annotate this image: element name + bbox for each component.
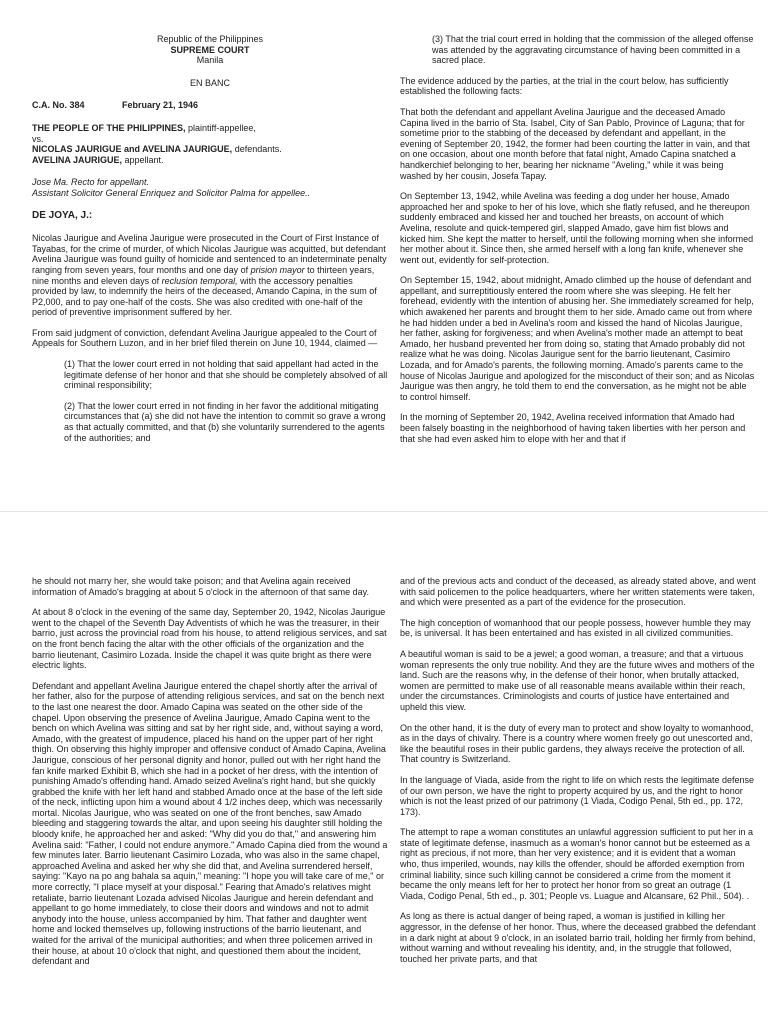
text-run-italic: reclusion temporal, xyxy=(161,275,238,286)
paragraph xyxy=(32,233,388,318)
header-city: Manila xyxy=(196,55,224,66)
claim-3: (3) That the trial court erred in holding that the commission of the alleged offense was attended by the aggravating circumstance of having been committed in a sacred place. xyxy=(432,34,754,66)
paragraph: From said judgment of conviction, defendant Avelina Jaurigue appealed to the Court of Appeals for Southern Luzon, and in her brief filed therein on June 10, 1944, claimed — xyxy=(32,327,378,349)
header-republic: Republic of the Philippines xyxy=(156,34,264,44)
paragraph: On September 15, 1942, about midnight, Amado climbed up the house of defendant and appellant, and surreptitiously entered the room where she was sleeping. He felt her forehead, evidently with the intention of abusing her. She immediately screamed for help, which awakened her parents and brought them to her side. Amado came out from where he had hidden under a bed in Avelina's room and kissed the hand of Nicolas Jaurigue, her father, asking for forgiveness; and when Avelina's mother made an attempt to beat Amado, her husband prevented her from doing so, stating that Amado probably did not realize what he was doing. Nicolas Jaurigue sent for the barrio lieutenant, Casimiro Lozada, and for Amado's parents, the following morning. Amado's parents came to the house of Nicolas Jaurigue and apologized for the misconduct of their son; and as Nicolas Jaurigue was then angry, he told them to end the conversation, as he might not be able to control himself. xyxy=(400,275,755,402)
claim-2: (2) That the lower court erred in not finding in her favor the additional mitigating circumstances that (a) she did not have the intention to commit so grave a wrong as that actually committed, and that (b) she voluntarily surrendered to the agents of the authorities; and xyxy=(64,400,386,443)
page2-left-column xyxy=(32,576,388,977)
paragraph: he should not marry her, she would take poison; and that Avelina again received information of Amado's bragging at about 5 o'clock in the afternoon of that same day. xyxy=(32,576,369,597)
parties-block xyxy=(32,123,388,165)
text-run: Nicolas Jaurigue and Avelina Jaurigue were prosecuted in the Court of First Instance of Tayabas, for the crime of murder, of which Nicolas Jaurigue was acquitted, but defendant Avelina Jaurigue was found guilty of homicide and sentenced to an indeterminate penalty ranging from seven years, four months and one day of xyxy=(32,233,387,275)
appellant-role: appellant. xyxy=(122,154,164,165)
paragraph: On the other hand, it is the duty of every man to protect and show loyalty to womanhood, as in the days of chivalry. There is a country where women freely go out unescorted and, like the beautiful roses in their public gardens, they always receive the protection of all. That country is Switzerland. xyxy=(400,722,754,765)
paragraph: At about 8 o'clock in the evening of the same day, September 20, 1942, Nicolas Jaurigue went to the chapel of the Seventh Day Adventists of which he was the treasurer, in their barrio, just across the provincial road from his house, to attend religious services, and sat on the front bench facing the altar with the other officials of the organization and the barrio lieutenant, Casimiro Lozada. Inside the chapel it was quite bright as there were electric lights. xyxy=(32,607,387,671)
ponente: DE JOYA, J.: xyxy=(32,209,93,221)
page1-right-column xyxy=(400,34,756,454)
text-run: to thirteen years, nine months and eleven days of xyxy=(32,264,375,286)
text-run: with the accessory penalties provided by law, to indemnify the heirs of the deceased, Amando Capina, in the sum of P2,000, and to pay one-half of the costs. She was also credited with one-half of the period of preventive imprisonment suffered by her. xyxy=(32,275,377,318)
header-court: SUPREME COURT xyxy=(170,44,250,55)
paragraph: The attempt to rape a woman constitutes an unlawful aggression sufficient to put her in a state of legitimate defense, inasmuch as a woman's honor cannot but be esteemed as a right as precious, if not more, than her very existence; and it is evident that a woman who, thus imperiled, wounds, nay kills the offender, should be afforded exemption from criminal liability, since such killing cannot be considered a crime from the moment it became the only means left for her to protect her honor from so great an outrage (1 Viada, Codigo Penal, 5th ed., p. 301; People vs. Luague and Alcansare, 62 Phil., 504). . xyxy=(400,827,754,901)
case-number: C.A. No. 384 xyxy=(32,100,85,111)
case-date: February 21, 1946 xyxy=(122,100,199,111)
plaintiff-role: plaintiff-appellee, xyxy=(185,122,256,133)
appellant-name: AVELINA JAURIGUE, xyxy=(32,154,123,165)
case-line xyxy=(32,100,388,111)
paragraph: That both the defendant and appellant Avelina Jaurigue and the deceased Amado Capina lived in the barrio of Sta. Isabel, City of San Pablo, Province of Laguna; that for sometime prior to the stabbing of the deceased by defendant and appellant, in the evening of September 20, 1942, the former had been courting the latter in vain, and that on one occasion, about one month before that fatal night, Amado Capina snatched a handkerchief belonging to her, bearing her nickname "Aveling," while it was being washed by her cousin, Josefa Tapay. xyxy=(400,106,750,181)
counsel-appellant: Jose Ma. Recto for appellant. xyxy=(32,177,150,188)
counsel-block xyxy=(32,177,388,198)
paragraph: In the language of Viada, aside from the right to life on which rests the legitimate defense of our own person, we have the right to property acquired by us, and the right to honor which is not the least prized of our patrimony (1 Viada, Codigo Penal, 5th ed., pp. 172, 173). xyxy=(400,774,755,817)
defendants-names: NICOLAS JAURIGUE and AVELINA JAURIGUE, xyxy=(32,144,233,155)
header-division: EN BANC xyxy=(189,77,230,88)
paragraph: On September 13, 1942, while Avelina was feeding a dog under her house, Amado approached her and spoke to her of his love, which she flatly refused, and he thereupon suddenly embraced and kissed her and touched her breasts, on account of which Avelina, resolute and quick-tempered girl, slapped Amado, gave him fist blows and kicked him. She kept the matter to herself, until the following morning when she informed her mother about it. Since then, she armed herself with a long fan knife, whenever she went out, evidently for self-protection. xyxy=(400,191,754,265)
defendants-role: defendants. xyxy=(232,144,282,155)
text-run-italic: prision mayor xyxy=(250,264,305,275)
versus: vs. xyxy=(32,133,44,144)
paragraph: A beautiful woman is said to be a jewel; a good woman, a treasure; and that a virtuous woman represents the only true nobility. And they are the future wives and mothers of the land. Such are the reasons why, in the defense of their honor, when brutally attacked, women are permitted to make use of all reasonable means available within their reach, under the circumstances. Criminologists and courts of justice have entertained and upheld this view. xyxy=(400,648,755,712)
paragraph: In the morning of September 20, 1942, Avelina received information that Amado had been falsely boasting in the neighborhood of having taken liberties with her person and that she had even asked him to elope with her and that if xyxy=(400,412,746,444)
paragraph: The evidence adduced by the parties, at the trial in the court below, has sufficiently established the following facts: xyxy=(400,75,729,97)
page-2 xyxy=(0,512,768,1024)
paragraph: and of the previous acts and conduct of the deceased, as already stated above, and went with said policemen to the police headquarters, where her written statements were taken, and which were presented as a part of the evidence for the prosecution. xyxy=(400,576,756,608)
page1-left-column xyxy=(32,34,388,453)
counsel-appellee: Assistant Solicitor General Enriquez and Solicitor Palma for appellee.. xyxy=(32,187,311,198)
claim-1: (1) That the lower court erred in not holding that said appellant had acted in the legitimate defense of her honor and that she should be completely absolved of all criminal responsibility; xyxy=(64,359,388,391)
plaintiff-name: THE PEOPLE OF THE PHILIPPINES, xyxy=(32,122,186,133)
page2-right-column xyxy=(400,576,756,974)
paragraph: The high conception of womanhood that our people possess, however humble they may be, is universal. It has been entertained and has existed in all civilized communities. xyxy=(400,617,751,639)
paragraph: As long as there is actual danger of being raped, a woman is justified in killing her aggressor, in the defense of her honor. Thus, where the deceased grabbed the defendant in a dark night at about 9 o'clock, in an isolated barrio trail, holding her firmly from behind, without warning and without revealing his identity, and, in the struggle that followed, touched her private parts, and that xyxy=(400,911,756,964)
paragraph: Defendant and appellant Avelina Jaurigue entered the chapel shortly after the arrival of her father, also for the purpose of attending religious services, and sat on the bench next to the last one nearest the door. Amado Capina was seated on the other side of the chapel. Upon observing the presence of Avelina Jaurigue, Amado Capina went to the bench on which Avelina was sitting and sat by her right side, and, without saying a word, Amado, with the greatest of impudence, placed his hand on the upper part of her right thigh. On observing this highly improper and offensive conduct of Amado Capina, Avelina Jaurigue, conscious of her personal dignity and honor, pulled out with her right hand the fan knife marked Exhibit B, which she had in a pocket of her dress, with the intention of punishing Amado's offending hand. Amado seized Avelina's right hand, but she quickly grabbed the knife with her left hand and stabbed Amado once at the base of the left side of the neck, inflicting upon him a wound about 4 1/2 inches deep, which was necessarily mortal. Nicolas Jaurigue, who was seated on one of the front benches, saw Amado bleeding and staggering towards the altar, and upon seeing his daughter still holding the bloody knife, he approached her and asked: "Why did you do that," and answering him Avelina said: "Father, I could not endure anymore." Amado Capina died from the wound a few minutes later. Barrio lieutenant Casimiro Lozada, who was also in the same chapel, approached Avelina and asked her why she did that, and Avelina surrendered herself, saying: "Kayo na po ang bahala sa aquin," meaning: "I hope you will take care of me," or more correctly, "I place myself at your disposal." Fearing that Amado's relatives might retaliate, barrio lieutenant Lozada advised Nicolas Jaurigue and herein defendant and appellant to go home immediately, to close their doors and windows and not to admit anybody into the house, unless accompanied by him. That father and daughter went home and locked themselves up, following instructions of the barrio lieutenant, and waited for the arrival of the municipal authorities; and when three policemen arrived in their house, at about 10 o'clock that night, and questioned them about the incident, defendant and xyxy=(32,680,388,967)
